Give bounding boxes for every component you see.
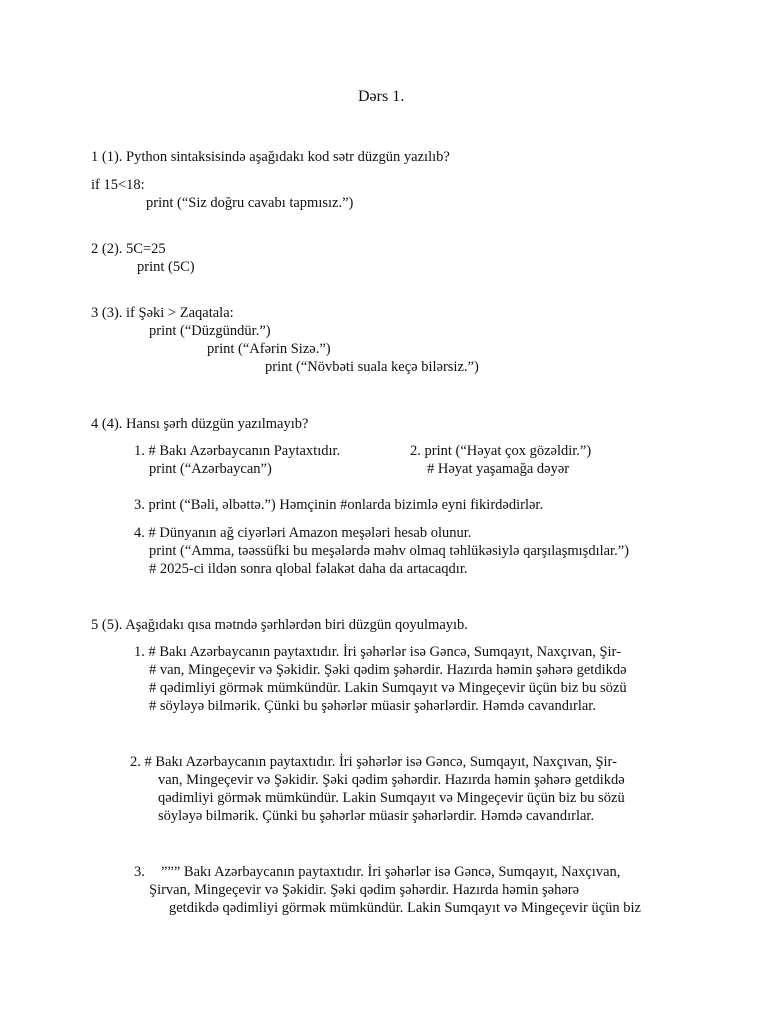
question-5-option-2-line: 2. # Bakı Azərbaycanın paytaxtıdır. İri şəhərlər isə Gəncə, Sumqayıt, Naxçıvan, Şir- xyxy=(130,754,617,770)
question-4-option-1-line: 1. # Bakı Azərbaycanın Paytaxtıdır. xyxy=(134,443,341,459)
question-4-option-4-line: 4. # Dünyanın ağ ciyərləri Amazon meşələri hesab olunur. xyxy=(134,525,472,541)
question-5-option-2-line: van, Mingeçevir və Şəkidir. Şəki qədim şəhərdir. Hazırda həmin şəhərə getdikdə xyxy=(158,772,625,788)
question-5-heading: 5 (5). Aşağıdakı qısa mətndə şərhlərdən biri düzgün qoyulmayıb. xyxy=(91,617,468,633)
question-5-option-1-line: # qədimliyi görmək mümkündür. Lakin Sumqayıt və Mingeçevir üçün biz bu sözü xyxy=(149,680,627,696)
question-4-option-4-line: # 2025-ci ildən sonra qlobal fəlakət daha da artacaqdır. xyxy=(149,561,468,577)
question-2-code-line: print (5C) xyxy=(137,259,195,275)
question-2-heading: 2 (2). 5C=25 xyxy=(91,241,166,257)
question-4-option-1-line: print (“Azərbaycan”) xyxy=(149,461,272,477)
question-5-option-3-line: ””” Bakı Azərbaycanın paytaxtıdır. İri şəhərlər isə Gəncə, Sumqayıt, Naxçıvan, xyxy=(161,864,621,880)
question-4-option-2-line: 2. print (“Həyat çox gözəldir.”) xyxy=(410,443,592,459)
question-5-option-1-line: # van, Mingeçevir və Şəkidir. Şəki qədim şəhərdir. Hazırda həmin şəhərə getdikdə xyxy=(149,662,627,678)
question-1-code-line: print (“Siz doğru cavabı tapmısız.”) xyxy=(146,195,354,211)
question-1-code-line: if 15<18: xyxy=(91,177,145,193)
question-5-option-2-line: qədimliyi görmək mümkündür. Lakin Sumqayıt və Mingeçevir üçün biz bu sözü xyxy=(158,790,625,806)
page-title: Dərs 1. xyxy=(358,88,405,105)
question-5-option-2-line: söyləyə bilmərik. Çünki bu şəhərlər müasir şəhərlərdir. Həmdə cavandırlar. xyxy=(158,808,595,824)
question-3-code-line: print (“Növbəti suala keçə bilərsiz.”) xyxy=(265,359,479,375)
question-3-heading: 3 (3). if Şəki > Zaqatala: xyxy=(91,305,234,321)
question-4-option-4-line: print (“Amma, təəssüfki bu meşələrdə məhv olmaq təhlükəsiylə qarşılaşmışdılar.”) xyxy=(149,543,629,559)
question-5-option-3-line: getdikdə qədimliyi görmək mümkündür. Lakin Sumqayıt və Mingeçevir üçün biz xyxy=(169,900,641,916)
question-5-option-1-line: # söyləyə bilmərik. Çünki bu şəhərlər müasir şəhərlərdir. Həmdə cavandırlar. xyxy=(149,698,596,714)
question-3-code-line: print (“Afərin Sizə.”) xyxy=(207,341,331,357)
question-5-option-3-number: 3. xyxy=(134,864,145,880)
question-4-option-2-line: # Həyat yaşamağa dəyər xyxy=(427,461,570,477)
question-5-option-1-line: 1. # Bakı Azərbaycanın paytaxtıdır. İri şəhərlər isə Gəncə, Sumqayıt, Naxçıvan, Şir- xyxy=(134,644,621,660)
question-1-heading: 1 (1). Python sintaksisində aşağıdakı kod sətr düzgün yazılıb? xyxy=(91,149,450,165)
question-4-heading: 4 (4). Hansı şərh düzgün yazılmayıb? xyxy=(91,416,309,432)
question-4-option-3-line: 3. print (“Bəli, əlbəttə.”) Həmçinin #onlarda bizimlə eyni fikirdədirlər. xyxy=(134,497,544,513)
question-5-option-3-line: Şirvan, Mingeçevir və Şəkidir. Şəki qədim şəhərdir. Hazırda həmin şəhərə xyxy=(149,882,580,898)
question-3-code-line: print (“Düzgündür.”) xyxy=(149,323,271,339)
